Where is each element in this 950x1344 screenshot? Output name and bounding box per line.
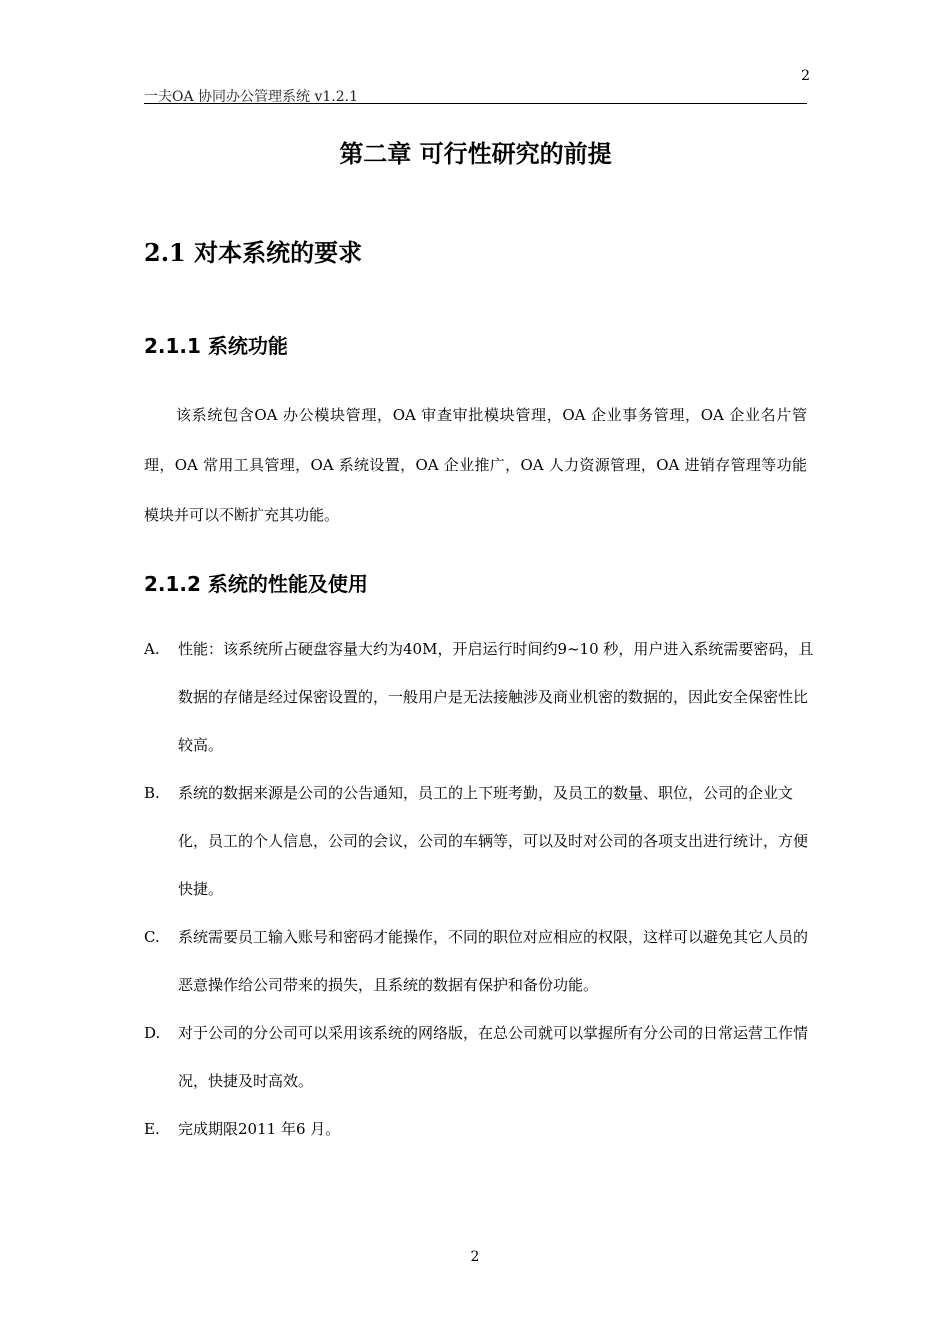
list-item-text: 对于公司的分公司可以采用该系统的网络版，在总公司就可以掌握所有分公司的日常运营工作情况，快捷及时高效。 bbox=[178, 1024, 809, 1090]
list-item-text: 系统的数据来源是公司的公告通知，员工的上下班考勤，及员工的数量、职位，公司的企业文化，员工的个人信息，公司的会议，公司的车辆等，可以及时对公司的各项支出进行统计，方便快捷。 bbox=[178, 784, 809, 898]
list-item bbox=[144, 1009, 817, 1105]
list-marker: E. bbox=[144, 1120, 160, 1138]
section-heading: 2.1 对本系统的要求 bbox=[144, 238, 363, 267]
list-item bbox=[144, 625, 817, 769]
header-divider bbox=[144, 103, 807, 104]
subsection-heading-functions: 2.1.1 系统功能 bbox=[144, 334, 288, 358]
list-item bbox=[144, 769, 817, 913]
list-item-text: 完成期限2011 年6 月。 bbox=[178, 1120, 341, 1138]
functions-paragraph: 该系统包含OA 办公模块管理，OA 审查审批模块管理，OA 企业事务管理，OA 企业名片管理，OA 常用工具管理，OA 系统设置，OA 企业推广，OA 人力资源管理，OA 进销存管理等功能模块并可以不断扩充其功能。 bbox=[144, 406, 807, 524]
chapter-title: 第二章 可行性研究的前提 bbox=[339, 140, 612, 168]
header-title: 一夫OA 协同办公管理系统 v1.2.1 bbox=[144, 89, 359, 105]
list-item bbox=[144, 913, 817, 1009]
list-marker: C. bbox=[144, 928, 160, 946]
list-item-text: 性能：该系统所占硬盘容量大约为40M，开启运行时间约9~10 秒，用户进入系统需要密码，且数据的存储是经过保密设置的，一般用户是无法接触涉及商业机密的数据的，因此安全保密性比较高。 bbox=[178, 640, 814, 754]
list-item bbox=[144, 1105, 817, 1153]
page-number-bottom: 2 bbox=[470, 1249, 480, 1265]
subsection-heading-performance: 2.1.2 系统的性能及使用 bbox=[144, 572, 368, 596]
page-number-top: 2 bbox=[801, 68, 810, 84]
list-item-text: 系统需要员工输入账号和密码才能操作，不同的职位对应相应的权限，这样可以避免其它人员的恶意操作给公司带来的损失，且系统的数据有保护和备份功能。 bbox=[178, 928, 809, 994]
list-marker: A. bbox=[144, 640, 160, 658]
requirements-list bbox=[144, 625, 817, 1153]
list-marker: D. bbox=[144, 1024, 161, 1042]
list-marker: B. bbox=[144, 784, 160, 802]
